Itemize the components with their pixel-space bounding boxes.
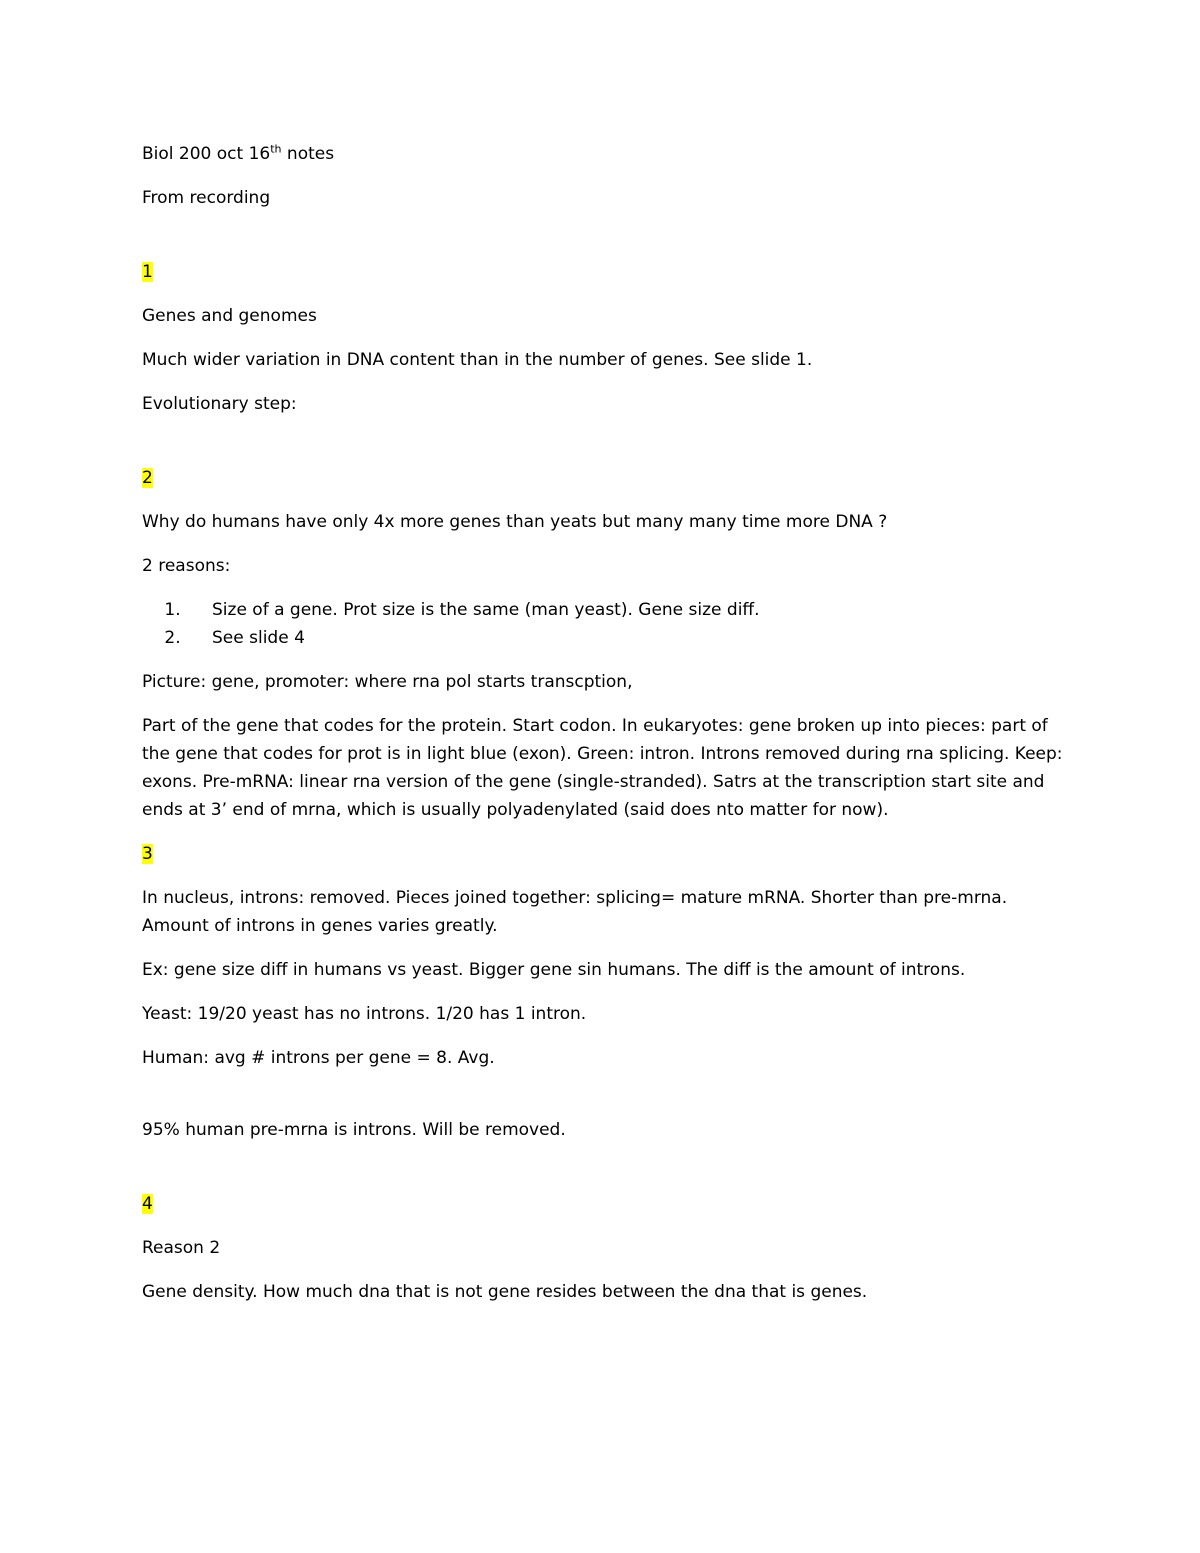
title-text: Biol 200 oct 16: [142, 144, 271, 164]
paragraph: Human: avg # introns per gene = 8. Avg.: [142, 1048, 495, 1068]
document-page: [142, 140, 1072, 1322]
section-number-4: [142, 1190, 1072, 1218]
title-suffix: notes: [281, 144, 335, 164]
paragraph: Reason 2: [142, 1238, 221, 1258]
highlighted-number: 2: [142, 468, 153, 488]
list-item: 2. See slide 4: [186, 624, 1072, 652]
paragraph: 95% human pre-mrna is introns. Will be removed.: [142, 1120, 566, 1140]
highlighted-number: 1: [142, 262, 153, 282]
list-item: 1. Size of a gene. Prot size is the same (man yeast). Gene size diff.: [186, 596, 1072, 624]
paragraph: In nucleus, introns: removed. Pieces joined together: splicing= mature mRNA. Shorter than pre-mrna. Amount of introns in genes varies greatly.: [142, 888, 1008, 936]
paragraph: 2 reasons:: [142, 556, 231, 576]
highlighted-number: 4: [142, 1194, 153, 1214]
paragraph: Picture: gene, promoter: where rna pol starts transcption,: [142, 672, 633, 692]
reasons-list: [142, 596, 1072, 652]
paragraph: Genes and genomes: [142, 306, 317, 326]
paragraph: Ex: gene size diff in humans vs yeast. Bigger gene sin humans. The diff is the amount of introns.: [142, 960, 966, 980]
paragraph: Gene density. How much dna that is not gene resides between the dna that is genes.: [142, 1282, 868, 1302]
paragraph: Much wider variation in DNA content than in the number of genes. See slide 1.: [142, 350, 813, 370]
document-subtitle: From recording: [142, 188, 271, 208]
paragraph: Yeast: 19/20 yeast has no introns. 1/20 has 1 intron.: [142, 1004, 587, 1024]
highlighted-number: 3: [142, 844, 153, 864]
document-title: [142, 140, 1072, 168]
title-superscript: th: [270, 142, 282, 156]
paragraph: Part of the gene that codes for the protein. Start codon. In eukaryotes: gene broken up into pieces: part of the gene that codes for prot is in light blue (exon). Green: intron. Introns removed during rna splicing. Keep: exons. Pre-mRNA: linear rna version of the gene (single-stranded). Satrs at the transcription start site and ends at 3’ end of mrna, which is usually polyadenylated (said does nto matter for now).: [142, 716, 1063, 820]
section-number-3: [142, 840, 1072, 868]
section-number-2: [142, 464, 1072, 492]
paragraph: Why do humans have only 4x more genes than yeats but many many time more DNA ?: [142, 512, 888, 532]
paragraph: Evolutionary step:: [142, 394, 297, 414]
section-number-1: [142, 258, 1072, 286]
